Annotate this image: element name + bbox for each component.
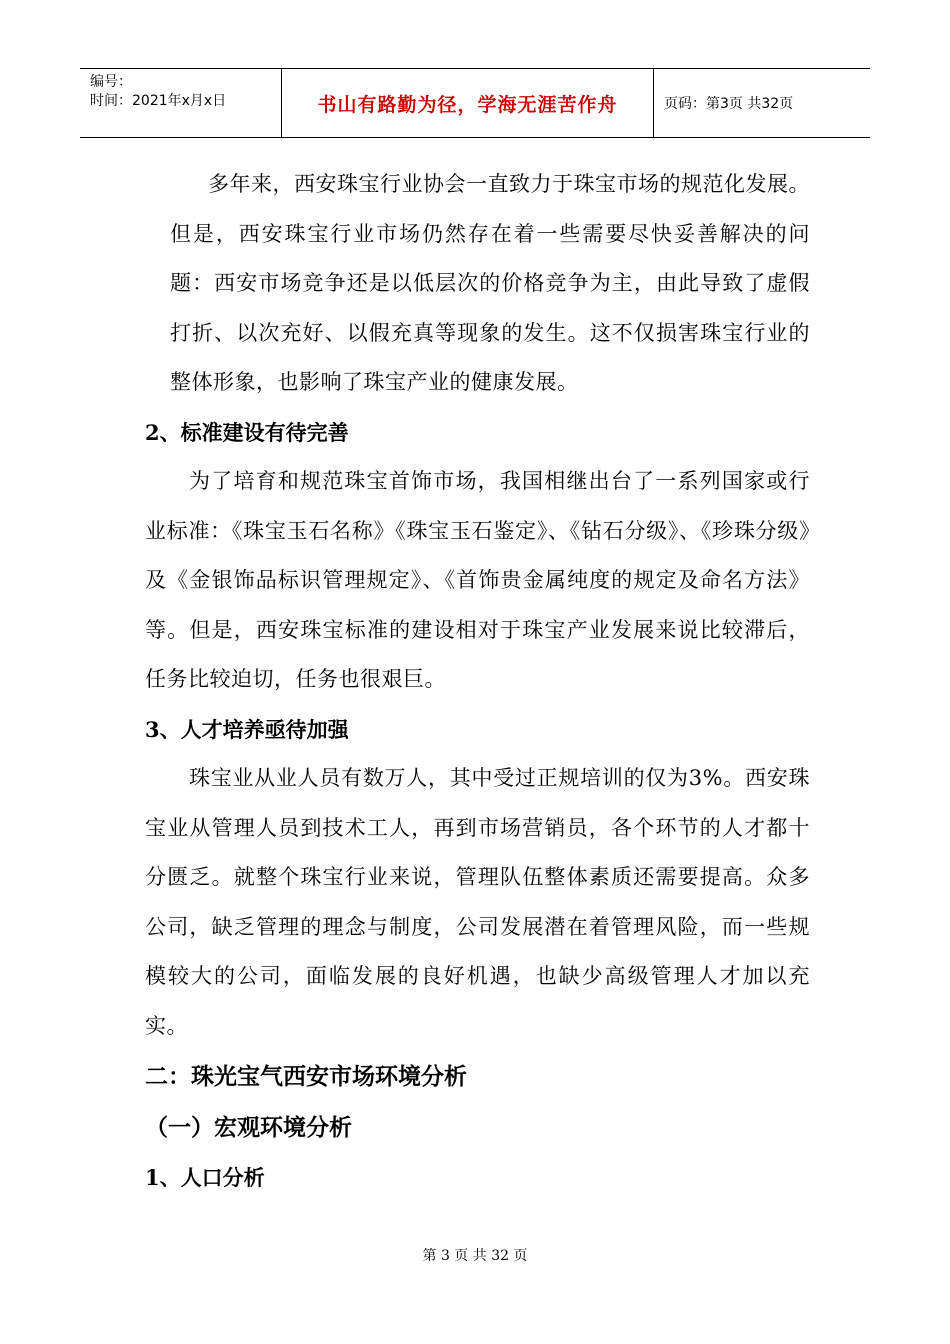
- heading-talent: 3、人才培养亟待加强: [145, 716, 349, 742]
- item-heading-population: 1、人口分析: [145, 1165, 265, 1190]
- paragraph-talent: 珠宝业从业人员有数万人，其中受过正规培训的仅为3%。西安珠宝业从管理人员到技术工人，再到市场营销员，各个环节的人才都十分匮乏。就整个珠宝行业来说，管理队伍整体素质还需要提高。众多公司，缺乏管理的理念与制度，公司发展潜在着管理风险，而一些规模较大的公司，面临发展的良好机遇，也缺少高级管理人才加以充实。: [145, 766, 810, 1038]
- section-heading-market-analysis: 二：珠光宝气西安市场环境分析: [145, 1063, 467, 1090]
- header-meta: [80, 69, 282, 137]
- header-page-info: 页码：第3页 共32页: [664, 96, 794, 112]
- header-motto: 书山有路勤为径，学海无涯苦作舟: [282, 69, 654, 137]
- page-footer: 第 3 页 共 32 页: [422, 1248, 528, 1264]
- heading-standards: 2、标准建设有待完善: [145, 419, 349, 445]
- paragraph-market-issues: 多年来，西安珠宝行业协会一直致力于珠宝市场的规范化发展。但是，西安珠宝行业市场仍然存在着一些需要尽快妥善解决的问题：西安市场竞争还是以低层次的价格竞争为主，由此导致了虚假打折、以次充好、以假充真等现象的发生。这不仅损害珠宝行业的整体形象，也影响了珠宝产业的健康发展。: [170, 172, 810, 394]
- time-label: 时间：2021年x月x日: [90, 93, 227, 109]
- paragraph-standards: 为了培育和规范珠宝首饰市场，我国相继出台了一系列国家或行业标准：《珠宝玉石名称》《珠宝玉石鉴定》、《钻石分级》、《珍珠分级》及《金银饰品标识管理规定》、《首饰贵金属纯度的规定及命名方法》等。但是，西安珠宝标准的建设相对于珠宝产业发展来说比较滞后，任务比较迫切，任务也很艰巨。: [145, 469, 810, 691]
- subsection-heading-macro: （一）宏观环境分析: [145, 1114, 352, 1141]
- number-label: 编号：: [90, 74, 132, 90]
- document-body: [145, 160, 810, 1203]
- page-header: [80, 68, 870, 138]
